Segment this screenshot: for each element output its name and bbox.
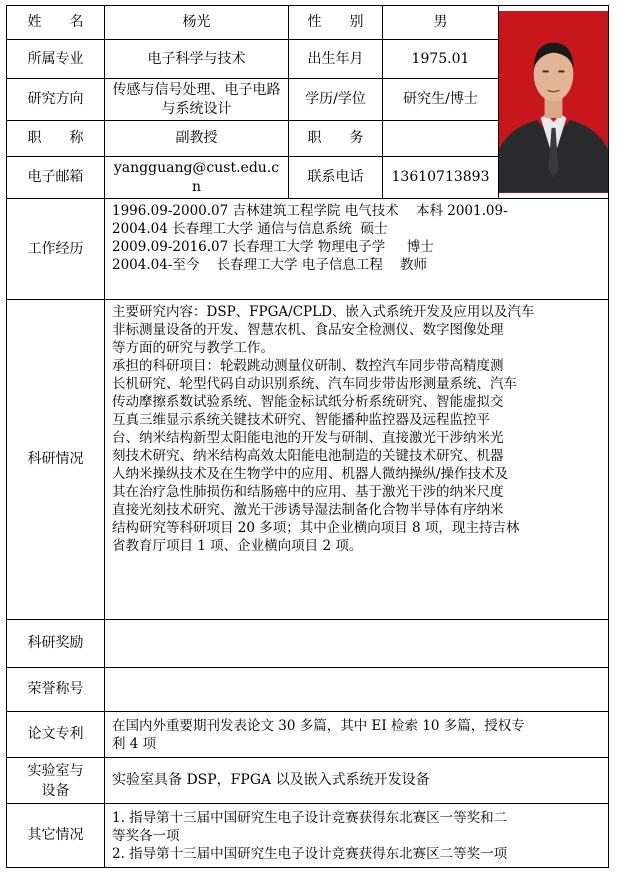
other-line: 1. 指导第十三届中国研究生电子设计竞赛获得东北赛区一等奖和二 xyxy=(112,809,508,826)
research-line: 省教育厅项目 1 项、企业横向项目 2 项。 xyxy=(112,538,363,554)
awards-value xyxy=(105,620,609,668)
lab-value: 实验室具备 DSP，FPGA 以及嵌入式系统开发设备 xyxy=(105,758,609,804)
title-label: 职 称 xyxy=(7,121,105,157)
work-line: 1996.09-2000.07 吉林建筑工程学院 电气技术 本科 2001.09- xyxy=(112,203,508,219)
gender-label: 性 别 xyxy=(289,6,383,40)
email-label: 电子邮箱 xyxy=(7,157,105,199)
other-value xyxy=(105,804,609,868)
research-line: 结构研究等科研项目 20 多项；其中企业横向项目 8 项，现主持吉林 xyxy=(112,520,520,536)
work-history-value xyxy=(105,199,609,300)
research-line: 台、纳米结构新型太阳能电池的开发与研制、直接激光干涉纳米光 xyxy=(112,430,504,446)
resume-table xyxy=(6,5,609,868)
research-line: 直接光刻技术研究、激光干涉诱导湿法制备化合物半导体有序纳米 xyxy=(112,502,504,518)
research-line: 主要研究内容：DSP、FPGA/CPLD、嵌入式系统开发及应用以及汽车 xyxy=(112,304,535,320)
title-value: 副教授 xyxy=(105,121,289,157)
degree-value: 研究生/博士 xyxy=(383,79,499,121)
other-line: 2. 指导第十三届中国研究生电子设计竞赛获得东北赛区二等奖一项 xyxy=(112,845,508,862)
honors-value xyxy=(105,668,609,712)
lab-label-line: 实验室与 xyxy=(27,762,84,779)
research-line: 传动摩擦系数试验系统、智能金标试纸分析系统研究、智能虚拟交 xyxy=(112,394,504,410)
lab-label-line: 设备 xyxy=(41,782,70,799)
gender-value: 男 xyxy=(383,6,499,40)
research-label: 科研情况 xyxy=(7,300,105,620)
research-line: 等方面的研究与教学工作。 xyxy=(112,340,274,356)
birth-label: 出生年月 xyxy=(289,40,383,79)
birth-value: 1975.01 xyxy=(383,40,499,79)
honors-label: 荣誉称号 xyxy=(7,668,105,712)
research-line: 其在治疗急性肺损伤和结肠癌中的应用、基于激光干涉的纳米尺度 xyxy=(112,484,504,500)
research-line: 人纳米操纵技术及在生物学中的应用、机器人微纳操纵/操作技术及 xyxy=(112,466,509,482)
degree-label: 学历/学位 xyxy=(289,79,383,121)
research-line: 刻技术研究、纳米结构高效太阳能电池制造的关键技术研究、机器 xyxy=(112,448,504,464)
work-line: 2004.04-至今 长春理工大学 电子信息工程 教师 xyxy=(112,257,428,273)
papers-line: 在国内外重要期刊发表论文 30 多篇，其中 EI 检索 10 多篇，授权专 xyxy=(112,717,525,734)
lab-label xyxy=(7,758,105,804)
awards-label: 科研奖励 xyxy=(7,620,105,668)
major-value: 电子科学与技术 xyxy=(105,40,289,79)
other-label: 其它情况 xyxy=(7,804,105,868)
papers-line: 利 4 项 xyxy=(112,735,157,752)
position-value xyxy=(383,121,499,157)
work-line: 2004.04 长春理工大学 通信与信息系统 硕士 xyxy=(112,221,388,237)
research-line: 长机研究、轮型代码自动识别系统、汽车同步带齿形测量系统、汽车 xyxy=(112,376,517,392)
research-direction-label: 研究方向 xyxy=(7,79,105,121)
research-line: 承担的科研项目：轮毂跳动测量仪研制、数控汽车同步带高精度测 xyxy=(112,358,504,374)
papers-value xyxy=(105,712,609,758)
papers-label: 论文专利 xyxy=(7,712,105,758)
name-label: 姓 名 xyxy=(7,6,105,40)
other-line: 等奖各一项 xyxy=(112,827,180,844)
portrait-photo xyxy=(499,11,608,192)
research-line: 非标测量设备的开发、智慧农机、食品安全检测仪、数字图像处理 xyxy=(112,322,504,338)
research-value xyxy=(105,300,609,620)
phone-value: 13610713893 xyxy=(383,157,499,199)
name-value: 杨光 xyxy=(105,6,289,40)
research-line: 互真三维显示系统关键技术研究、智能播种监控器及远程监控平 xyxy=(112,412,490,428)
work-line: 2009.09-2016.07 长春理工大学 物理电子学 博士 xyxy=(112,239,434,255)
photo-cell xyxy=(499,6,609,199)
position-label: 职 务 xyxy=(289,121,383,157)
phone-label: 联系电话 xyxy=(289,157,383,199)
major-label: 所属专业 xyxy=(7,40,105,79)
work-history-label: 工作经历 xyxy=(7,199,105,300)
email-value: yangguang@cust.edu.cn xyxy=(105,157,289,199)
portrait-icon xyxy=(499,11,608,192)
research-direction-value: 传感与信号处理、电子电路与系统设计 xyxy=(105,79,289,121)
